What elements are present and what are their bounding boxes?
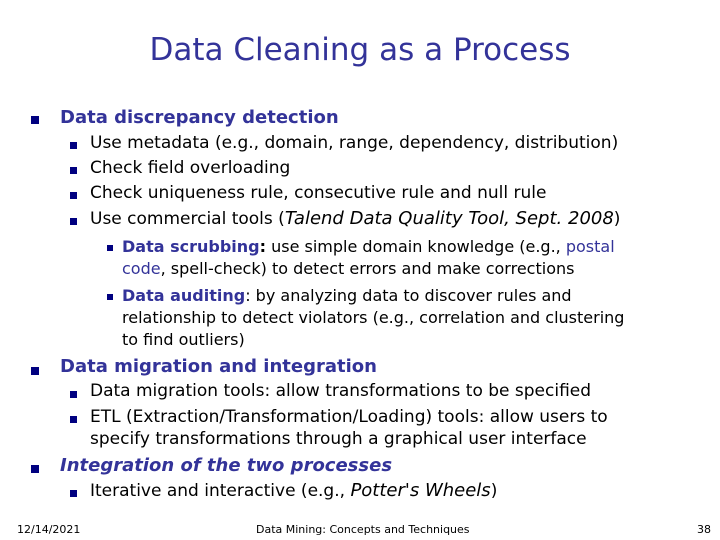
item-commercial-tools [90, 208, 620, 229]
item-commercial-tools-prefix: Use commercial tools ( [90, 209, 285, 229]
item-commercial-tools-suffix: ) [613, 209, 621, 229]
bullet-square-icon [70, 490, 77, 497]
item-uniqueness-rule: Check uniqueness rule, consecutive rule and null rule [90, 183, 547, 203]
subitem-auditing-line3: to find outliers) [122, 330, 245, 349]
footer-date: 12/14/2021 [17, 523, 81, 536]
item-migration-tools: Data migration tools: allow transformations to be specified [90, 381, 592, 401]
footer-page-number: 38 [697, 523, 711, 536]
term-data-scrubbing: Data scrubbing [122, 237, 260, 256]
bullet-square-icon [70, 391, 77, 398]
bullet-square-icon [70, 142, 77, 149]
scrubbing-line1-rest: use simple domain knowledge (e.g., [266, 237, 566, 256]
item-iterative-suffix: ) [490, 481, 498, 501]
item-iterative-prefix: Iterative and interactive (e.g., [90, 481, 351, 501]
subitem-auditing-line1 [122, 286, 572, 305]
section-heading-migration: Data migration and integration [60, 356, 377, 377]
item-iterative-italic: Potter's Wheels [350, 480, 491, 501]
item-iterative [90, 480, 497, 501]
bullet-square-icon [70, 416, 77, 423]
bullet-square-icon [107, 294, 113, 300]
item-metadata: Use metadata (e.g., domain, range, dependency, distribution) [90, 133, 619, 153]
item-etl-line1: ETL (Extraction/Transformation/Loading) tools: allow users to [90, 407, 608, 427]
section-heading-integration: Integration of the two processes [60, 455, 393, 476]
term-colon: : [259, 237, 267, 256]
item-commercial-tools-italic: Talend Data Quality Tool, Sept. 2008 [284, 208, 614, 229]
auditing-line1-rest: : by analyzing data to discover rules and [245, 286, 572, 305]
bullet-square-icon [107, 245, 113, 251]
section-heading-detection: Data discrepancy detection [60, 107, 339, 128]
scrubbing-line2-rest: , spell-check) to detect errors and make corrections [160, 259, 575, 278]
slide-title: Data Cleaning as a Process [149, 32, 571, 68]
subitem-scrubbing-line1 [122, 237, 615, 256]
footer-title: Data Mining: Concepts and Techniques [256, 523, 470, 536]
bullet-square-icon [31, 367, 39, 375]
scrubbing-code: code [122, 259, 161, 278]
term-data-auditing: Data auditing [122, 286, 246, 305]
scrubbing-postal: postal [565, 237, 615, 256]
item-field-overloading: Check field overloading [90, 158, 291, 178]
bullet-square-icon [70, 218, 77, 225]
bullet-square-icon [31, 465, 39, 473]
item-etl-line2: specify transformations through a graphical user interface [90, 429, 587, 449]
bullet-square-icon [31, 116, 39, 124]
bullet-square-icon [70, 192, 77, 199]
subitem-scrubbing-line2 [122, 259, 574, 278]
bullet-square-icon [70, 167, 77, 174]
subitem-auditing-line2: relationship to detect violators (e.g., correlation and clustering [122, 308, 625, 327]
